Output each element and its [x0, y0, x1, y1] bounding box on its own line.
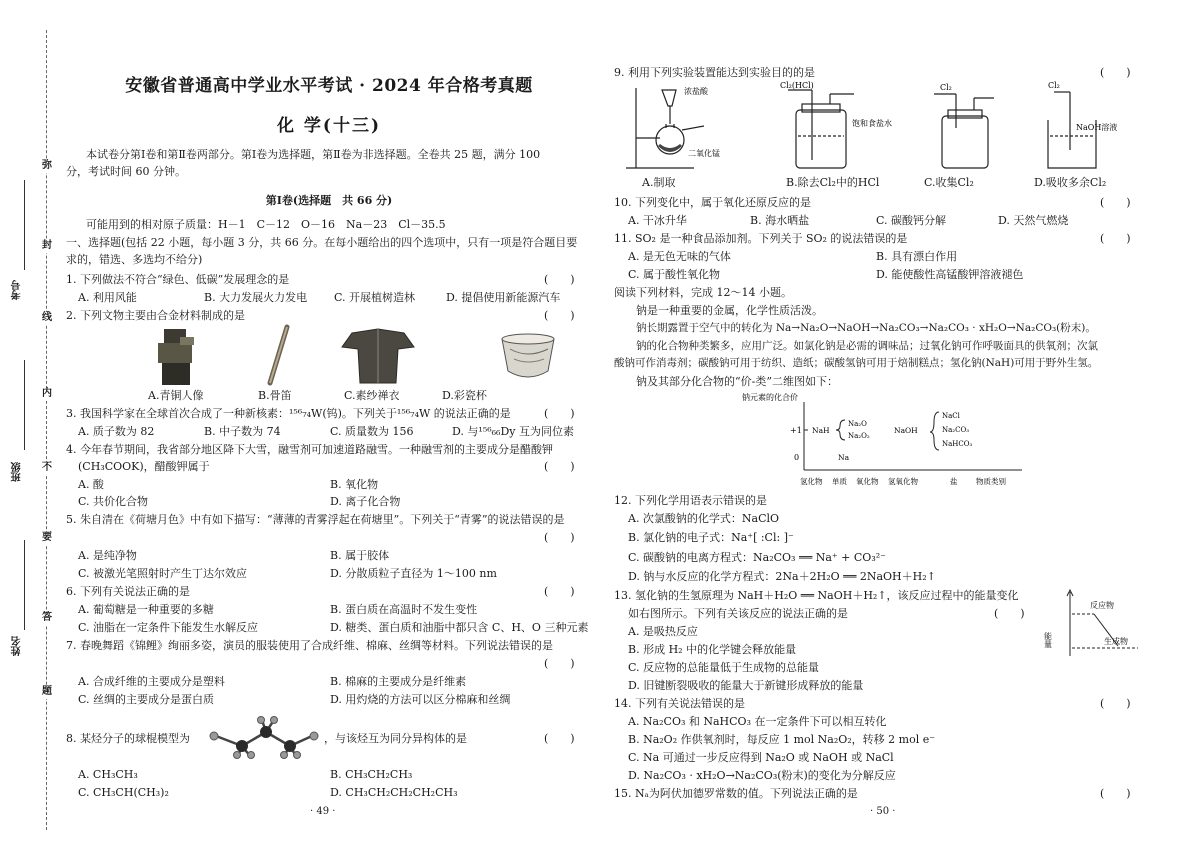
answer-blank[interactable]: ( ) — [1100, 232, 1131, 245]
option-a: A. 是纯净物 — [78, 549, 137, 562]
option-a: A. 葡萄糖是一种重要的多糖 — [78, 603, 214, 616]
answer-blank[interactable]: ( ) — [994, 607, 1025, 620]
option-b: B. 具有漂白作用 — [876, 250, 958, 263]
option-a: A.制取 — [642, 176, 676, 189]
x-tick-label: 单质 — [832, 477, 847, 486]
answer-blank[interactable]: ( ) — [544, 585, 575, 598]
option-a: A. 质子数为 82 — [78, 425, 155, 438]
option-d: D. 提倡使用新能源汽车 — [446, 291, 561, 304]
seal-char: 封 — [42, 240, 52, 251]
field-line — [24, 360, 25, 450]
seal-char: 弥 — [42, 160, 52, 171]
question-stem: 7. 春晚舞蹈《锦鲤》绚丽多姿，演员的服装使用了合成纤维、棉麻、丝绸等材料。下列说法错误的是 — [66, 639, 553, 652]
lab-apparatus-figure — [624, 80, 1144, 176]
answer-blank[interactable]: ( ) — [544, 657, 575, 670]
question-stem: 4. 今年春节期间，我省部分地区降下大雪，融雪剂可加速道路融雪。一种融雪剂的主要成分是醋酸钾 — [66, 443, 553, 456]
question-stem: 10. 下列变化中，属于氧化还原反应的是 — [614, 196, 811, 209]
field-exam-number: 考号 — [12, 280, 23, 300]
option-c: C. CH₃CH(CH₃)₂ — [78, 786, 169, 799]
option-b: B. 中子数为 74 — [204, 425, 281, 438]
option-c: C. 碳酸钠的电离方程式：Na₂CO₃ ══ Na⁺ + CO₃²⁻ — [628, 551, 886, 564]
point-label: Na₂O — [848, 420, 867, 428]
right-page — [614, 0, 1146, 848]
exam-subtitle: 化 学(十三) — [276, 116, 381, 136]
option-a: A. 是吸热反应 — [628, 625, 698, 638]
option-c: C. 丝绸的主要成分是蛋白质 — [78, 693, 215, 706]
answer-blank[interactable]: ( ) — [1100, 66, 1131, 79]
field-name: 姓名 — [12, 636, 23, 656]
option-a: A. 干冰升华 — [628, 214, 687, 227]
option-d: D. Na₂CO₃ · xH₂O→Na₂CO₃(粉末)的变化为分解反应 — [628, 769, 896, 782]
option-d: D. 分散质粒子直径为 1～100 nm — [330, 567, 497, 580]
page-number: · 49 · — [310, 806, 336, 817]
question-stem: 6. 下列有关说法正确的是 — [66, 585, 190, 598]
answer-blank[interactable]: ( ) — [544, 273, 575, 286]
page-number: · 50 · — [870, 806, 896, 817]
y-tick-label: +1 — [790, 426, 802, 435]
intro-line: 本试卷分第Ⅰ卷和第Ⅱ卷两部分。第Ⅰ卷为选择题，第Ⅱ卷为非选择题。全卷共 25 题，满分 100 — [86, 148, 541, 161]
reading-text: 钠及其部分化合物的“价-类”二维图如下： — [636, 375, 838, 388]
seal-char: 不 — [42, 462, 52, 473]
option-d: D.彩瓷杯 — [442, 389, 487, 402]
seal-dashed-line — [46, 30, 47, 830]
option-b: B. 形成 H₂ 中的化学键会释放能量 — [628, 643, 797, 656]
option-a: A. 酸 — [78, 478, 104, 491]
seal-char: 答 — [42, 612, 52, 623]
point-label: Na — [838, 453, 850, 462]
question-stem: 如右图所示。下列有关该反应的说法正确的是 — [628, 607, 848, 620]
left-page — [62, 0, 596, 848]
field-line — [24, 540, 25, 630]
bone-flute-image — [270, 327, 287, 383]
x-tick-label: 物质类别 — [976, 477, 1006, 486]
answer-blank[interactable]: ( ) — [544, 309, 575, 322]
label-naoh: NaOH溶液 — [1076, 123, 1118, 132]
option-d: D. 天然气燃烧 — [998, 214, 1069, 227]
field-line — [24, 180, 25, 270]
label-cl2-hcl: Cl₂(HCl) — [780, 81, 814, 90]
option-b: B. 棉麻的主要成分是纤维素 — [330, 675, 467, 688]
answer-blank[interactable]: ( ) — [544, 460, 575, 473]
intro-line: 分，考试时间 60 分钟。 — [66, 165, 186, 178]
ball-stick-model-image — [204, 714, 322, 758]
y-axis-label: 钠元素的化合价 — [742, 393, 798, 402]
exam-title: 安徽省普通高中学业水平考试 · 2024 年合格考真题 — [125, 76, 533, 96]
option-a: A. 次氯酸钠的化学式：NaClO — [628, 512, 780, 525]
label-cl2: Cl₂ — [1048, 81, 1060, 90]
point-label: NaH — [812, 426, 830, 435]
mc-instructions: 求的，错选、多选均不给分) — [66, 253, 203, 266]
option-c: C.素纱禅衣 — [344, 389, 400, 402]
question-stem: 2. 下列文物主要由合金材料制成的是 — [66, 309, 245, 322]
atomic-masses: 可能用到的相对原子质量：H－1 C－12 O－16 Na－23 Cl－35.5 — [86, 218, 446, 231]
x-tick-label: 盐 — [950, 477, 958, 486]
product-label: 生成物 — [1104, 637, 1128, 646]
option-a: A. Na₂CO₃ 和 NaHCO₃ 在一定条件下可以相互转化 — [628, 715, 887, 728]
question-stem: 3. 我国科学家在全球首次合成了一种新核素：¹⁵⁶₇₄W(钨)。下列关于¹⁵⁶₇₄W 的说法正确的是 — [66, 407, 511, 420]
point-label: NaCl — [942, 412, 960, 420]
label-mno2: 二氧化锰 — [688, 149, 720, 158]
y-tick-label: 0 — [794, 453, 800, 462]
question-stem: 8. 某烃分子的球棍模型为 — [66, 732, 190, 745]
answer-blank[interactable]: ( ) — [1100, 196, 1131, 209]
option-c: C. 被激光笔照射时产生丁达尔效应 — [78, 567, 248, 580]
option-c: C.收集Cl₂ — [924, 176, 974, 189]
reading-text: 钠是一种重要的金属，化学性质活泼。 — [636, 304, 823, 317]
option-b: B.除去Cl₂中的HCl — [786, 176, 880, 189]
option-c: C. 属于酸性氧化物 — [628, 268, 721, 281]
reading-text: 钠的化合物种类繁多，应用广泛。如氯化钠是必需的调味品；过氧化钠可作呼吸面具的供氧剂；次氯 — [636, 340, 1098, 352]
point-label: Na₂CO₃ — [942, 426, 970, 434]
option-b: B. CH₃CH₂CH₃ — [330, 768, 413, 781]
brace-icon — [836, 420, 845, 440]
option-a: A.青铜人像 — [148, 389, 204, 402]
point-label: NaOH — [894, 426, 918, 435]
question-stem: 5. 朱自清在《荷塘月色》中有如下描写：“薄薄的青雾浮起在荷塘里”。下列关于“青雾”的说法错误的是 — [66, 513, 565, 526]
artifact-images — [152, 325, 552, 387]
label-brine: 饱和食盐水 — [852, 119, 892, 128]
question-stem: ，与该烃互为同分异构体的是 — [324, 732, 467, 745]
silk-garment-image — [342, 329, 414, 383]
option-b: B. 氯化钠的电子式：Na⁺[ :Cl: ]⁻ — [628, 531, 794, 544]
binding-margin — [0, 0, 60, 848]
option-d: D. 与¹⁵⁶₆₆Dy 互为同位素 — [452, 425, 574, 438]
point-label: NaHCO₃ — [942, 440, 973, 448]
option-d: D. 旧键断裂吸收的能量大于新键形成释放的能量 — [628, 679, 864, 692]
bronze-figure-image — [158, 329, 194, 385]
x-tick-label: 氢氧化物 — [888, 477, 918, 486]
apparatus-c — [934, 94, 994, 168]
reading-text: 钠长期露置于空气中的转化为 Na→Na₂O→NaOH→Na₂CO₃→Na₂CO₃ · xH₂O→Na₂CO₃(粉末)。 — [636, 322, 1096, 334]
seal-char: 线 — [42, 312, 52, 323]
option-d: D. 离子化合物 — [330, 495, 401, 508]
label-cl2: Cl₂ — [940, 83, 952, 92]
option-c: C. 共价化合物 — [78, 495, 149, 508]
answer-blank[interactable]: ( ) — [544, 407, 575, 420]
mc-instructions: 一、选择题(包括 22 小题，每小题 3 分，共 66 分。在每小题给出的四个选项中，只有一项是符合题目要 — [66, 236, 578, 249]
reading-text: 酸钠可作消毒剂；碳酸钠可用于纺织、造纸；碳酸氢钠可用于焙制糕点；氢化钠(NaH)可用于野外生氢。 — [614, 357, 1099, 369]
option-b: B.骨笛 — [258, 389, 292, 402]
question-stem: 1. 下列做法不符合“绿色、低碳”发展理念的是 — [66, 273, 290, 286]
option-d: D. CH₃CH₂CH₂CH₂CH₃ — [330, 786, 458, 799]
label-conc-hcl: 浓盐酸 — [684, 87, 708, 96]
section-heading: 第Ⅰ卷(选择题 共 66 分) — [265, 194, 393, 207]
answer-blank[interactable]: ( ) — [544, 531, 575, 544]
question-stem: 12. 下列化学用语表示错误的是 — [614, 494, 767, 507]
question-stem: 14. 下列有关说法错误的是 — [614, 697, 745, 710]
option-b: B. 蛋白质在高温时不发生变性 — [330, 603, 478, 616]
point-label: Na₂O₂ — [848, 432, 870, 440]
option-a: A. 是无色无味的气体 — [628, 250, 731, 263]
option-c: C. 反应物的总能量低于生成物的总能量 — [628, 661, 820, 674]
field-class: 班级 — [12, 462, 23, 482]
reading-intro: 阅读下列材料，完成 12～14 小题。 — [614, 286, 792, 299]
option-c: C. 油脂在一定条件下能发生水解反应 — [78, 621, 259, 634]
seal-char: 题 — [42, 686, 52, 697]
valence-class-diagram — [732, 390, 1032, 490]
x-tick-label: 氢化物 — [800, 477, 823, 486]
question-stem: 9. 利用下列实验装置能达到实验目的的是 — [614, 66, 815, 79]
option-a: A. CH₃CH₃ — [78, 768, 138, 781]
answer-blank[interactable]: ( ) — [1100, 787, 1131, 800]
option-b: B. 氧化物 — [330, 478, 379, 491]
question-stem: 15. Nₐ为阿伏加德罗常数的值。下列说法正确的是 — [614, 787, 858, 800]
porcelain-cup-image — [502, 334, 554, 377]
answer-blank[interactable]: ( ) — [1100, 697, 1131, 710]
option-a: A. 利用风能 — [78, 291, 137, 304]
option-d: D.吸收多余Cl₂ — [1034, 176, 1107, 189]
seal-char: 要 — [42, 532, 52, 543]
option-d: D. 用灼烧的方法可以区分棉麻和丝绸 — [330, 693, 511, 706]
answer-blank[interactable]: ( ) — [544, 732, 575, 745]
option-c: C. 质量数为 156 — [330, 425, 414, 438]
option-a: A. 合成纤维的主要成分是塑料 — [78, 675, 225, 688]
option-d: D. 钠与水反应的化学方程式：2Na＋2H₂O ══ 2NaOH＋H₂↑ — [628, 570, 936, 583]
option-d: D. 糖类、蛋白质和油脂中都只含 C、H、O 三种元素 — [330, 621, 589, 634]
energy-axis-label: 能量 — [1043, 632, 1053, 648]
option-b: B. 属于胶体 — [330, 549, 390, 562]
option-c: C. Na 可通过一步反应得到 Na₂O 或 NaOH 或 NaCl — [628, 751, 894, 764]
option-b: B. 海水晒盐 — [750, 214, 810, 227]
option-c: C. 开展植树造林 — [334, 291, 416, 304]
option-b: B. Na₂O₂ 作供氧剂时，每反应 1 mol Na₂O₂，转移 2 mol e⁻ — [628, 733, 936, 746]
question-stem: (CH₃COOK)，醋酸钾属于 — [78, 460, 210, 473]
option-b: B. 大力发展火力发电 — [204, 291, 308, 304]
question-stem: 11. SO₂ 是一种食品添加剂。下列关于 SO₂ 的说法错误的是 — [614, 232, 908, 245]
apparatus-b — [788, 90, 854, 168]
question-stem: 13. 氢化钠的生氢原理为 NaH＋H₂O ══ NaOH＋H₂↑，该反应过程中的能量变化 — [614, 589, 1019, 602]
option-d: D. 能使酸性高锰酸钾溶液褪色 — [876, 268, 1024, 281]
reactant-label: 反应物 — [1090, 601, 1114, 610]
brace-icon — [930, 412, 939, 450]
energy-diagram — [1043, 586, 1142, 662]
seal-char: 内 — [42, 388, 52, 399]
option-c: C. 碳酸钙分解 — [876, 214, 947, 227]
x-tick-label: 氧化物 — [856, 477, 879, 486]
